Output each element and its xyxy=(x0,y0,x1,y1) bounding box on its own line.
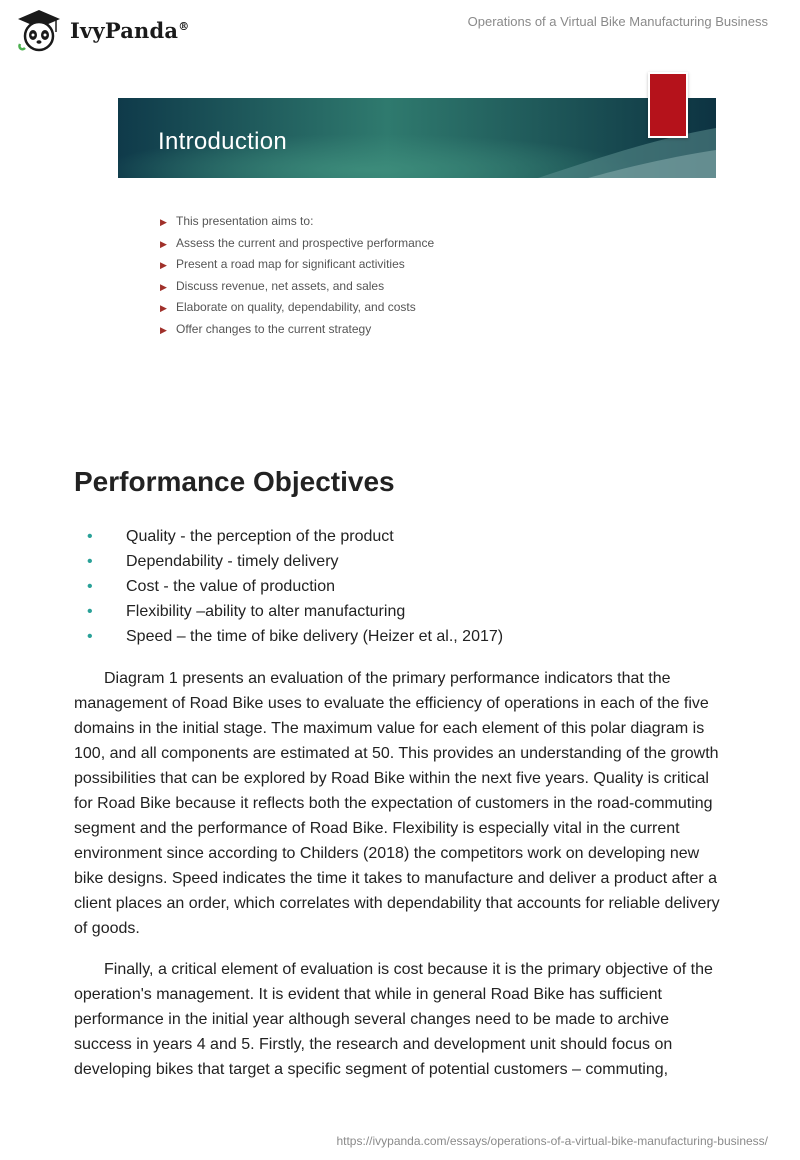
list-item: • Cost - the value of production xyxy=(87,578,336,595)
objectives-list xyxy=(74,527,503,652)
list-item: • Flexibility –ability to alter manufacturing xyxy=(87,603,406,620)
dot-icon: • xyxy=(87,553,93,570)
section-heading: Performance Objectives xyxy=(74,466,395,497)
triangle-right-icon: ▶ xyxy=(160,324,167,335)
triangle-right-icon: ▶ xyxy=(160,238,167,249)
slide-title: Introduction xyxy=(158,128,288,155)
dot-icon: • xyxy=(87,528,93,545)
document-title: Operations of a Virtual Bike Manufacturing Business xyxy=(467,14,768,29)
panda-graduate-icon xyxy=(14,8,64,52)
slide-title-band xyxy=(118,98,716,178)
triangle-right-icon: ▶ xyxy=(160,303,167,313)
paragraph: Finally, a critical element of evaluation is cost because it is the primary objective of the operation's management. It is evident that while in general Road Bike has sufficient performance in the initial year although several changes need to be made to archive success in years 4 and 5. Firstly, the research and development unit should focus on developing bikes that target a specific segment of potential customers – commuting, xyxy=(74,961,713,1078)
list-item: • Speed – the time of bike delivery (Heizer et al., 2017) xyxy=(87,628,504,645)
ivypanda-logo[interactable] xyxy=(14,8,189,52)
dot-icon: • xyxy=(87,628,93,645)
source-url-link[interactable]: https://ivypanda.com/essays/operations-of-a-virtual-bike-manufacturing-business/ xyxy=(336,1134,768,1148)
slide-item: ▶ Assess the current and prospective performance xyxy=(160,235,435,250)
registered-mark: ® xyxy=(178,19,190,33)
triangle-right-icon: ▶ xyxy=(160,281,167,292)
dot-icon: • xyxy=(87,578,93,595)
slide-item: ▶ Offer changes to the current strategy xyxy=(160,321,372,336)
brand-name: IvyPanda® xyxy=(70,17,190,43)
triangle-right-icon: ▶ xyxy=(160,217,167,227)
list-item: • Quality - the perception of the product xyxy=(87,528,394,545)
dot-icon: • xyxy=(87,603,93,620)
list-item: • Dependability - timely delivery xyxy=(87,553,339,570)
slide-red-tab xyxy=(648,72,688,138)
slide-item: ▶ Elaborate on quality, dependability, and costs xyxy=(160,300,416,314)
slide-item: ▶ Discuss revenue, net assets, and sales xyxy=(160,278,385,293)
slide-item: ▶ Present a road map for significant activities xyxy=(160,257,405,271)
slide-bullet-list xyxy=(160,214,434,343)
slide-image xyxy=(118,72,716,372)
triangle-right-icon: ▶ xyxy=(160,260,167,270)
slide-item: ▶ This presentation aims to: xyxy=(160,214,314,228)
page-header xyxy=(0,0,800,60)
paragraph: Diagram 1 presents an evaluation of the primary performance indicators that the management of Road Bike uses to evaluate the efficiency of operations in each of the five domains in the initial stage. The maximum value for each element of this polar diagram is 100, and all components are estimated at 50. This provides an understanding of the growth possibilities that can be explored by Road Bike within the next five years. Quality is critical for Road Bike because it reflects both the expectation of customers in the road-commuting segment and the performance of Road Bike. Flexibility is especially vital in the current environment since according to Childers (2018) the competitors work on developing new bike designs. Speed indicates the time it takes to manufacture and deliver a product after a client places an order, which correlates with dependability that accounts for reliable delivery of goods. xyxy=(74,670,720,937)
